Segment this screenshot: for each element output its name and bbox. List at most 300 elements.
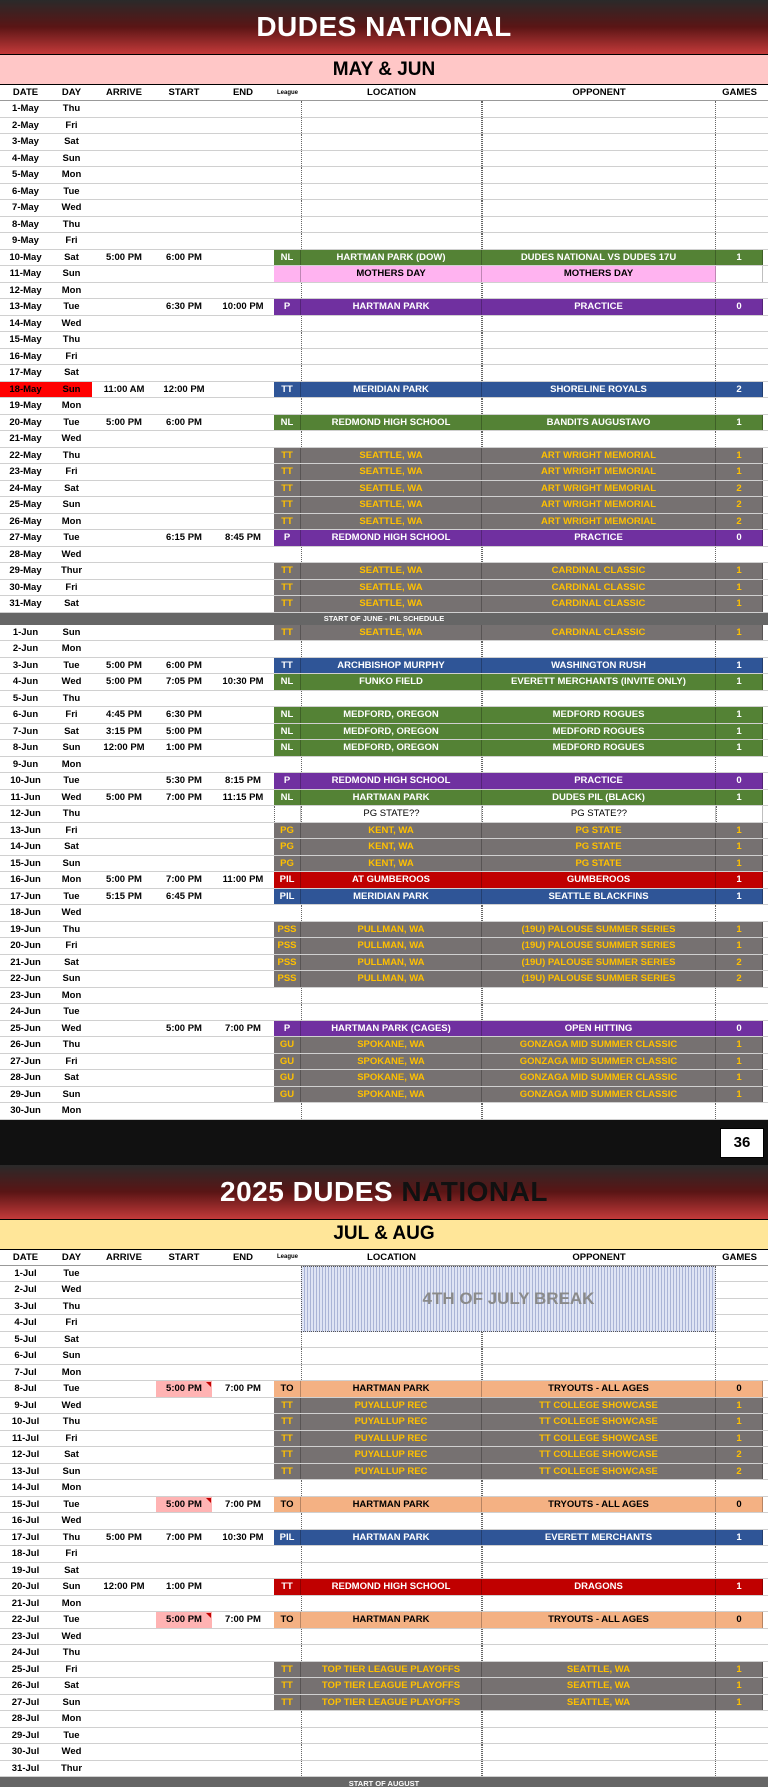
- location-cell: [301, 316, 482, 332]
- end-cell: [212, 382, 274, 398]
- table-row: [0, 1398, 768, 1415]
- day-cell: Fri: [65, 581, 78, 593]
- games-cell: 0: [716, 299, 763, 315]
- location-cell: KENT, WA: [301, 856, 482, 872]
- date-cell: 8-May: [12, 218, 39, 230]
- end-cell: [212, 1546, 274, 1562]
- location-cell: [301, 101, 482, 117]
- opponent-cell: SEATTLE, WA: [482, 1662, 716, 1678]
- header-location: LOCATION: [367, 1251, 416, 1263]
- league-cell: [274, 1348, 301, 1364]
- end-cell: [212, 757, 274, 773]
- date-cell: 4-Jul: [14, 1317, 37, 1329]
- games-cell: [716, 1480, 763, 1496]
- table-row: [0, 823, 768, 840]
- start-cell: [156, 283, 212, 299]
- games-cell: 1: [716, 839, 763, 855]
- location-cell: HARTMAN PARK: [301, 299, 482, 315]
- arrive-cell: [92, 1612, 156, 1628]
- start-cell: 7:05 PM: [166, 676, 202, 688]
- location-cell: PG STATE??: [301, 806, 482, 822]
- day-cell: Thur: [60, 565, 83, 577]
- date-cell: 21-Jun: [10, 956, 41, 968]
- opponent-cell: SHORELINE ROYALS: [482, 382, 716, 398]
- opponent-cell: [482, 233, 716, 249]
- table-row: [0, 674, 768, 691]
- end-cell: [212, 625, 274, 641]
- start-cell: [156, 1315, 212, 1331]
- games-cell: 0: [716, 1381, 763, 1397]
- league-cell: TT: [274, 1414, 301, 1430]
- date-cell: 17-Jun: [10, 890, 41, 902]
- games-cell: 1: [716, 823, 763, 839]
- opponent-cell: CARDINAL CLASSIC: [482, 563, 716, 579]
- end-cell: [212, 1563, 274, 1579]
- location-cell: SEATTLE, WA: [301, 464, 482, 480]
- start-cell: [156, 134, 212, 150]
- arrive-cell: [92, 151, 156, 167]
- opponent-cell: (19U) PALOUSE SUMMER SERIES: [482, 922, 716, 938]
- table-row: [0, 806, 768, 823]
- table-row: [0, 971, 768, 988]
- games-cell: 2: [716, 1464, 763, 1480]
- league-cell: [274, 101, 301, 117]
- day-cell: Sat: [64, 1333, 79, 1345]
- date-cell: 12-May: [9, 284, 42, 296]
- header-arrive: ARRIVE: [106, 87, 142, 98]
- games-cell: 1: [716, 250, 763, 266]
- period-bar-1: [0, 55, 768, 85]
- end-cell: [212, 1054, 274, 1070]
- date-cell: 14-Jul: [11, 1482, 40, 1494]
- location-cell: [301, 547, 482, 563]
- opponent-cell: EVERETT MERCHANTS (INVITE ONLY): [482, 674, 716, 690]
- games-cell: [716, 1563, 763, 1579]
- location-cell: PUYALLUP REC: [301, 1447, 482, 1463]
- league-cell: TT: [274, 481, 301, 497]
- games-cell: 1: [716, 1414, 763, 1430]
- end-cell: [212, 641, 274, 657]
- end-cell: [212, 1513, 274, 1529]
- start-cell: [156, 806, 212, 822]
- games-cell: 1: [716, 872, 763, 888]
- table-row: [0, 1678, 768, 1695]
- arrive-cell: [92, 1266, 156, 1282]
- arrive-cell: [92, 1381, 156, 1397]
- header-games: GAMES: [722, 87, 757, 98]
- location-cell: [301, 349, 482, 365]
- day-cell: Sat: [64, 1564, 79, 1576]
- day-cell: Thu: [62, 1531, 81, 1543]
- location-cell: ARCHBISHOP MURPHY: [301, 658, 482, 674]
- day-cell: Wed: [61, 317, 82, 329]
- league-cell: TT: [274, 625, 301, 641]
- games-cell: [716, 988, 763, 1004]
- date-cell: 28-Jun: [10, 1072, 41, 1084]
- league-cell: TT: [274, 464, 301, 480]
- day-cell: Sat: [64, 251, 79, 263]
- opponent-cell: TT COLLEGE SHOWCASE: [482, 1414, 716, 1430]
- location-cell: [301, 1332, 482, 1348]
- arrive-cell: [92, 563, 156, 579]
- end-cell: [212, 1087, 274, 1103]
- end-cell: 8:15 PM: [225, 775, 261, 787]
- day-cell: Sat: [64, 1680, 79, 1692]
- start-cell: [156, 1004, 212, 1020]
- date-cell: 1-Jun: [12, 626, 39, 638]
- arrive-cell: [92, 530, 156, 546]
- league-cell: GU: [274, 1054, 301, 1070]
- date-cell: 27-May: [9, 532, 42, 544]
- table-row: [0, 641, 768, 658]
- date-cell: 16-Jul: [11, 1515, 40, 1527]
- start-cell: [156, 1761, 212, 1777]
- arrive-cell: [92, 1414, 156, 1430]
- period-label: JUL & AUG: [333, 1223, 435, 1244]
- opponent-cell: [482, 1480, 716, 1496]
- games-cell: [716, 151, 763, 167]
- table-row: [0, 464, 768, 481]
- games-cell: [716, 233, 763, 249]
- start-cell: [156, 349, 212, 365]
- day-cell: Fri: [65, 1663, 78, 1675]
- games-cell: [716, 200, 763, 216]
- header-end: END: [232, 1251, 254, 1263]
- end-cell: [212, 1103, 274, 1119]
- start-cell: 5:00 PM: [156, 1381, 212, 1397]
- start-cell: [156, 1332, 212, 1348]
- games-cell: [716, 101, 763, 117]
- opponent-cell: [482, 1744, 716, 1760]
- league-cell: PIL: [274, 872, 301, 888]
- arrive-cell: 12:00 PM: [103, 742, 145, 754]
- date-cell: 15-May: [9, 334, 42, 346]
- day-cell: Mon: [61, 1366, 82, 1378]
- opponent-cell: [482, 118, 716, 134]
- day-cell: Sun: [62, 626, 81, 638]
- games-cell: [716, 118, 763, 134]
- table-row: [0, 1563, 768, 1580]
- arrive-cell: [92, 1761, 156, 1777]
- start-cell: [156, 1365, 212, 1381]
- league-cell: TT: [274, 1447, 301, 1463]
- opponent-cell: ART WRIGHT MEMORIAL: [482, 497, 716, 513]
- end-cell: [212, 1365, 274, 1381]
- day-cell: Wed: [61, 676, 82, 688]
- end-cell: [212, 955, 274, 971]
- opponent-cell: [482, 365, 716, 381]
- table-row: [0, 1530, 768, 1547]
- location-cell: SPOKANE, WA: [301, 1037, 482, 1053]
- end-cell: [212, 464, 274, 480]
- day-cell: Thu: [62, 449, 81, 461]
- table-row: [0, 1087, 768, 1104]
- date-cell: 30-Jul: [11, 1746, 40, 1758]
- start-cell: [156, 1070, 212, 1086]
- date-cell: 17-Jul: [11, 1531, 40, 1543]
- table-row: [0, 217, 768, 234]
- end-cell: [212, 1070, 274, 1086]
- date-cell: 26-May: [9, 515, 42, 527]
- end-cell: [212, 332, 274, 348]
- date-cell: 18-Jun: [10, 907, 41, 919]
- location-cell: SEATTLE, WA: [301, 448, 482, 464]
- start-cell: [156, 625, 212, 641]
- arrive-cell: [92, 1398, 156, 1414]
- table-row: [0, 658, 768, 675]
- start-cell: 6:45 PM: [166, 890, 202, 902]
- start-cell: 6:30 PM: [166, 301, 202, 313]
- start-cell: [156, 1103, 212, 1119]
- games-cell: 0: [716, 773, 763, 789]
- end-cell: [212, 250, 274, 266]
- opponent-cell: (19U) PALOUSE SUMMER SERIES: [482, 971, 716, 987]
- date-cell: 24-Jun: [10, 1006, 41, 1018]
- table-row: [0, 448, 768, 465]
- table-row: [0, 101, 768, 118]
- table-row: [0, 1054, 768, 1071]
- table-row: [0, 1497, 768, 1514]
- table-row: [0, 1546, 768, 1563]
- start-cell: [156, 1629, 212, 1645]
- location-cell: [301, 1761, 482, 1777]
- start-cell: [156, 1398, 212, 1414]
- day-cell: Thu: [62, 692, 81, 704]
- start-cell: [156, 184, 212, 200]
- header-opponent: OPPONENT: [572, 1251, 626, 1263]
- table-row: [0, 250, 768, 267]
- end-cell: 10:30 PM: [222, 676, 264, 688]
- table-row: [0, 1103, 768, 1120]
- date-cell: 15-Jul: [11, 1498, 40, 1510]
- opponent-cell: TT COLLEGE SHOWCASE: [482, 1431, 716, 1447]
- date-cell: 29-Jun: [10, 1088, 41, 1100]
- arrive-cell: [92, 806, 156, 822]
- arrive-cell: [92, 514, 156, 530]
- arrive-cell: [92, 905, 156, 921]
- location-cell: [301, 118, 482, 134]
- day-cell: Sun: [62, 1088, 81, 1100]
- arrive-cell: 5:00 PM: [106, 676, 142, 688]
- opponent-cell: MEDFORD ROGUES: [482, 707, 716, 723]
- location-cell: [301, 283, 482, 299]
- location-cell: SEATTLE, WA: [301, 481, 482, 497]
- games-cell: 1: [716, 580, 763, 596]
- end-cell: [212, 1299, 274, 1315]
- arrive-cell: [92, 1678, 156, 1694]
- end-cell: 7:00 PM: [225, 1614, 261, 1626]
- day-cell: Sun: [62, 973, 81, 985]
- date-cell: 27-Jun: [10, 1055, 41, 1067]
- table-row: [0, 1612, 768, 1629]
- date-cell: 3-Jun: [12, 659, 39, 671]
- games-cell: [716, 1546, 763, 1562]
- end-cell: [212, 481, 274, 497]
- league-cell: TT: [274, 382, 301, 398]
- opponent-cell: BANDITS AUGUSTAVO: [482, 415, 716, 431]
- league-cell: PSS: [274, 955, 301, 971]
- arrive-cell: [92, 1365, 156, 1381]
- start-cell: [156, 167, 212, 183]
- end-cell: [212, 1266, 274, 1282]
- date-cell: 22-Jun: [10, 973, 41, 985]
- opponent-cell: (19U) PALOUSE SUMMER SERIES: [482, 938, 716, 954]
- arrive-cell: [92, 839, 156, 855]
- date-cell: 30-Jun: [10, 1105, 41, 1117]
- league-cell: [274, 1711, 301, 1727]
- day-cell: Tue: [63, 1267, 80, 1279]
- games-cell: [716, 691, 763, 707]
- arrive-cell: [92, 773, 156, 789]
- games-cell: [716, 349, 763, 365]
- date-cell: 29-Jul: [11, 1729, 40, 1741]
- arrive-cell: [92, 1662, 156, 1678]
- table-row: [0, 691, 768, 708]
- start-cell: [156, 1513, 212, 1529]
- location-cell: [301, 691, 482, 707]
- day-cell: Sat: [64, 1449, 79, 1461]
- location-cell: HARTMAN PARK: [301, 790, 482, 806]
- table-row: [0, 790, 768, 807]
- location-cell: REDMOND HIGH SCHOOL: [301, 1579, 482, 1595]
- table-row: [0, 1711, 768, 1728]
- games-cell: 1: [716, 415, 763, 431]
- league-cell: [274, 431, 301, 447]
- location-cell: [301, 1365, 482, 1381]
- table-row: [0, 431, 768, 448]
- location-cell: REDMOND HIGH SCHOOL: [301, 530, 482, 546]
- start-cell: [156, 431, 212, 447]
- end-cell: [212, 856, 274, 872]
- location-cell: [301, 1645, 482, 1661]
- opponent-cell: [482, 1348, 716, 1364]
- start-cell: 6:15 PM: [166, 532, 202, 544]
- games-cell: 1: [716, 464, 763, 480]
- start-cell: [156, 1744, 212, 1760]
- table-row: [0, 1761, 768, 1778]
- location-cell: FUNKO FIELD: [301, 674, 482, 690]
- table-row: [0, 382, 768, 399]
- games-cell: 1: [716, 658, 763, 674]
- league-cell: [274, 1513, 301, 1529]
- opponent-cell: PRACTICE: [482, 299, 716, 315]
- games-cell: 1: [716, 1431, 763, 1447]
- opponent-cell: OPEN HITTING: [482, 1021, 716, 1037]
- date-cell: 14-May: [9, 317, 42, 329]
- end-cell: [212, 547, 274, 563]
- opponent-cell: [482, 691, 716, 707]
- end-cell: [212, 365, 274, 381]
- league-cell: PSS: [274, 938, 301, 954]
- period-bar-2: [0, 1220, 768, 1250]
- day-cell: Thu: [62, 218, 81, 230]
- games-cell: [716, 1596, 763, 1612]
- date-cell: 30-May: [9, 581, 42, 593]
- day-cell: Mon: [61, 1105, 82, 1117]
- date-cell: 23-May: [9, 466, 42, 478]
- league-cell: TT: [274, 497, 301, 513]
- arrive-cell: [92, 1070, 156, 1086]
- date-cell: 31-Jul: [11, 1762, 40, 1774]
- location-cell: [301, 905, 482, 921]
- location-cell: [301, 1513, 482, 1529]
- arrive-cell: 11:00 AM: [103, 383, 145, 395]
- games-cell: [716, 1315, 763, 1331]
- location-cell: [301, 757, 482, 773]
- league-cell: TT: [274, 580, 301, 596]
- title-bar-1: [0, 0, 768, 55]
- header-date: DATE: [12, 87, 39, 98]
- opponent-cell: PRACTICE: [482, 773, 716, 789]
- table-row: [0, 1464, 768, 1481]
- end-cell: [212, 349, 274, 365]
- day-cell: Tue: [63, 416, 80, 428]
- day-cell: Sat: [64, 598, 79, 610]
- date-cell: 19-Jul: [11, 1564, 40, 1576]
- day-cell: Wed: [61, 202, 82, 214]
- games-cell: [716, 641, 763, 657]
- league-cell: P: [274, 1021, 301, 1037]
- arrive-cell: [92, 1563, 156, 1579]
- opponent-cell: TRYOUTS - ALL AGES: [482, 1497, 716, 1513]
- games-cell: [716, 1299, 763, 1315]
- day-cell: Fri: [65, 709, 78, 721]
- start-cell: 7:00 PM: [166, 791, 202, 803]
- start-cell: 6:00 PM: [166, 251, 202, 263]
- opponent-cell: [482, 1004, 716, 1020]
- table-row: [0, 1021, 768, 1038]
- location-cell: SEATTLE, WA: [301, 625, 482, 641]
- date-cell: 15-Jun: [10, 857, 41, 869]
- table-row: [0, 988, 768, 1005]
- end-cell: [212, 707, 274, 723]
- day-cell: Sun: [62, 1696, 81, 1708]
- opponent-cell: ART WRIGHT MEMORIAL: [482, 448, 716, 464]
- games-cell: 1: [716, 1662, 763, 1678]
- start-cell: [156, 200, 212, 216]
- date-cell: 1-Jul: [14, 1267, 37, 1279]
- day-cell: Thu: [62, 103, 81, 115]
- start-cell: 5:00 PM: [156, 1612, 212, 1628]
- day-cell: Mon: [61, 758, 82, 770]
- games-cell: 1: [716, 856, 763, 872]
- start-cell: [156, 641, 212, 657]
- games-cell: 1: [716, 1398, 763, 1414]
- arrive-cell: [92, 1744, 156, 1760]
- arrive-cell: 5:00 PM: [106, 1531, 142, 1543]
- day-cell: Tue: [63, 1729, 80, 1741]
- opponent-cell: SEATTLE, WA: [482, 1695, 716, 1711]
- location-cell: HARTMAN PARK (DOW): [301, 250, 482, 266]
- opponent-cell: [482, 283, 716, 299]
- end-cell: [212, 184, 274, 200]
- end-cell: [212, 233, 274, 249]
- start-cell: [156, 266, 212, 282]
- location-cell: [301, 233, 482, 249]
- arrive-cell: [92, 1464, 156, 1480]
- start-cell: [156, 691, 212, 707]
- start-cell: [156, 1266, 212, 1282]
- location-cell: [301, 1348, 482, 1364]
- arrive-cell: [92, 217, 156, 233]
- end-cell: [212, 1629, 274, 1645]
- games-cell: [716, 1728, 763, 1744]
- games-cell: [716, 1282, 763, 1298]
- games-cell: 1: [716, 1070, 763, 1086]
- day-cell: Sat: [64, 725, 79, 737]
- opponent-cell: [482, 757, 716, 773]
- day-cell: Tue: [63, 890, 80, 902]
